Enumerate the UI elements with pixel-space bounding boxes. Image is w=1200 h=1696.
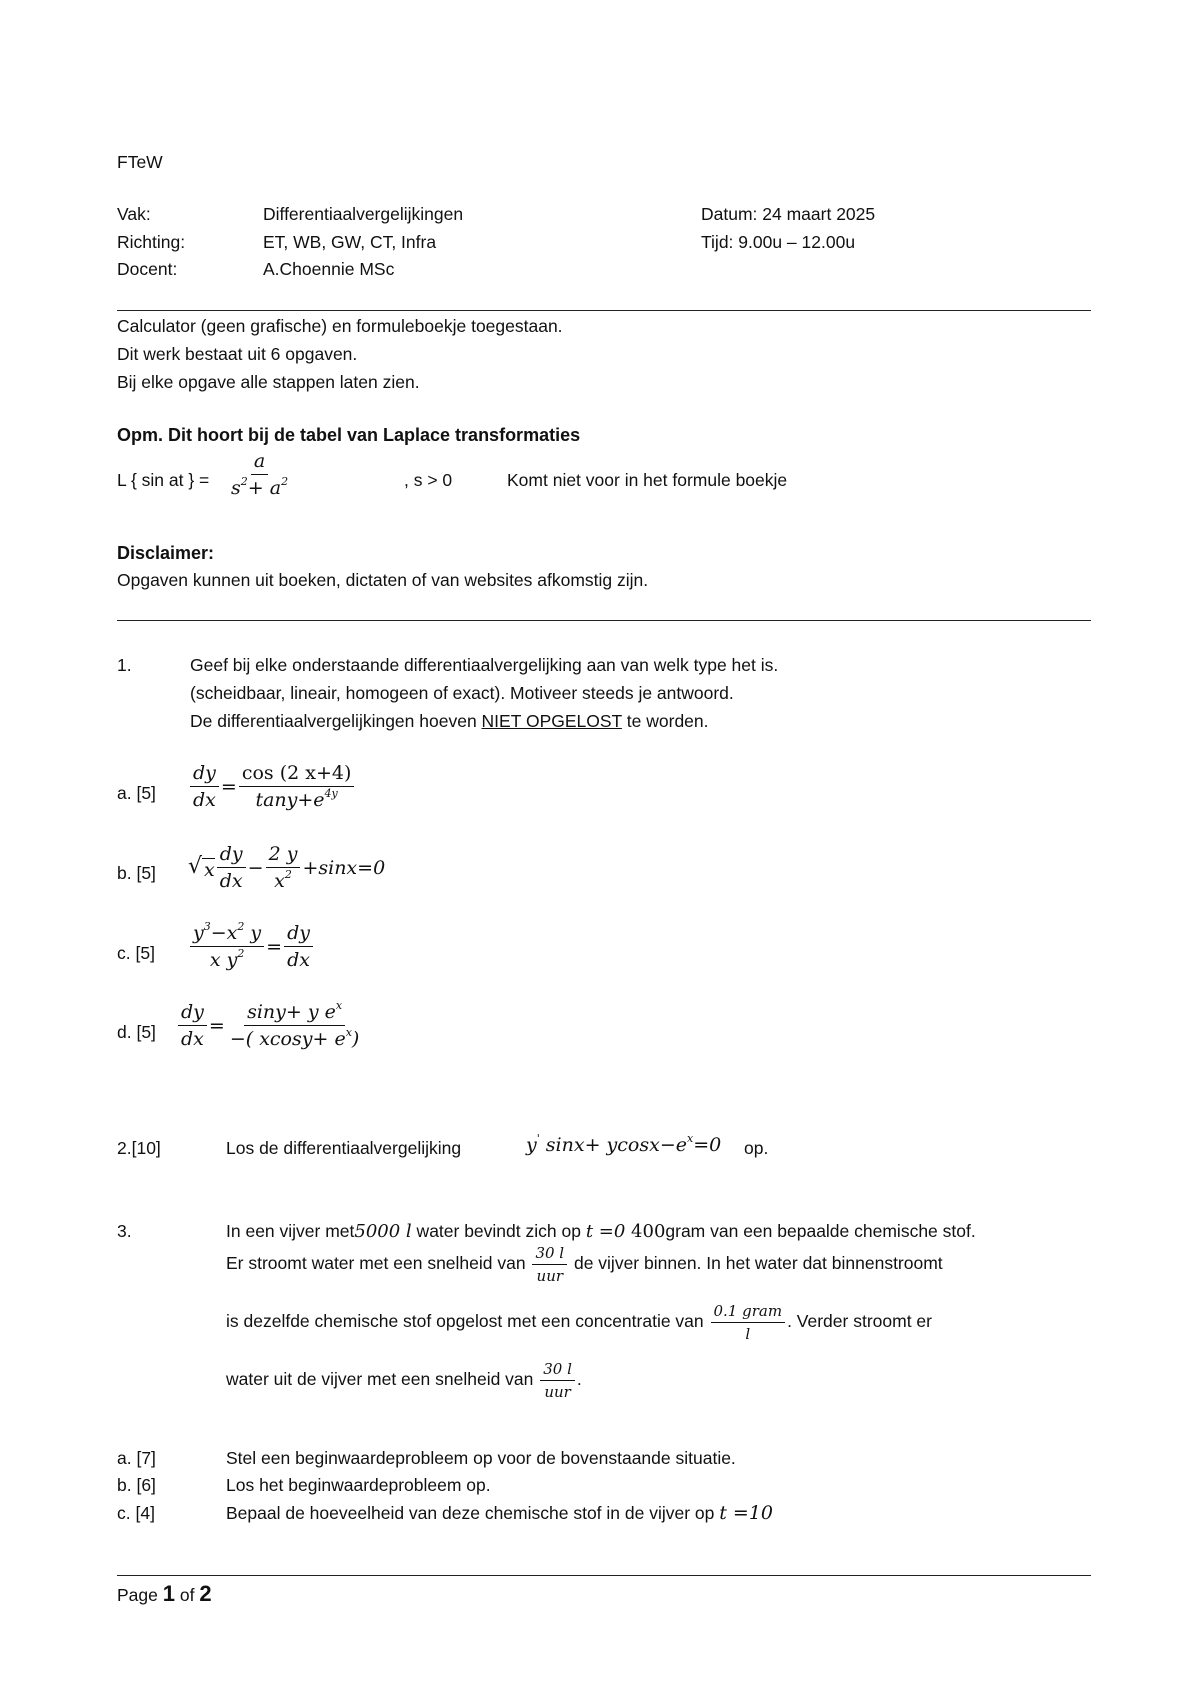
exponent: 2 <box>284 868 292 881</box>
q3-line2 <box>226 1243 943 1286</box>
q1c-equation <box>188 921 315 972</box>
q3a-label: a. [7] <box>117 1448 156 1468</box>
text-part: gram van een bepaalde chemische stof. <box>665 1221 976 1241</box>
divider-middle <box>117 620 1091 621</box>
equation-part: sinx+ ycosx−e <box>539 1134 687 1156</box>
instruction-line: Dit werk bestaat uit 6 opgaven. <box>117 344 358 364</box>
prime-mark: ' <box>536 1132 540 1145</box>
docent-value: A.Choennie MSc <box>263 259 395 279</box>
text-part: Er stroomt water met een snelheid van <box>226 1253 531 1274</box>
q1d-equation <box>176 1000 364 1051</box>
fraction-numerator: 30 l <box>540 1359 575 1381</box>
page-total: 2 <box>199 1581 212 1606</box>
q2-number: 2.[10] <box>117 1138 161 1158</box>
laplace-note: Komt niet voor in het formule boekje <box>507 470 788 490</box>
exponent: x <box>687 1132 694 1145</box>
disclaimer-text: Opgaven kunnen uit boeken, dictaten of van websites afkomstig zijn. <box>117 570 649 590</box>
fraction-numerator: cos (2 x+4) <box>239 761 355 787</box>
q1-line <box>190 710 709 732</box>
richting-value: ET, WB, GW, CT, Infra <box>263 232 437 252</box>
text-part: is dezelfde chemische stof opgelost met een concentratie van <box>226 1311 709 1332</box>
q1a-label: a. [5] <box>117 783 156 803</box>
divider-top <box>117 310 1091 311</box>
text-part: water bevindt zich op <box>411 1221 586 1241</box>
fraction-denominator: dx <box>219 870 243 892</box>
fraction-denominator: x <box>274 870 285 892</box>
disclaimer-heading: Disclaimer: <box>117 543 215 563</box>
fraction-numerator: 30 l <box>532 1243 567 1265</box>
page-number: 1 <box>162 1581 175 1606</box>
q1-not-solved: NIET OPGELOST <box>481 711 622 731</box>
fraction-numerator: y <box>244 922 262 944</box>
of-word: of <box>179 1585 195 1605</box>
q3b-text: Los het beginwaardeprobleem op. <box>226 1475 491 1495</box>
text-part: . Verder stroomt er <box>787 1311 932 1332</box>
vak-value: Differentiaalvergelijkingen <box>263 204 464 224</box>
q2-tail: op. <box>744 1138 769 1158</box>
vak-label: Vak: <box>117 204 151 224</box>
laplace-numerator: a <box>251 449 268 475</box>
math-mass: 400 <box>625 1221 666 1242</box>
exponent: 3 <box>203 920 211 933</box>
q3c-text <box>226 1502 773 1524</box>
fraction-numerator: dy <box>284 921 313 947</box>
q1c-label: c. [5] <box>117 943 155 963</box>
fraction-numerator: siny+ y e <box>247 1001 336 1023</box>
laplace-heading: Opm. Dit hoort bij de tabel van Laplace transformaties <box>117 425 581 445</box>
sqrt-radicand: x <box>204 859 215 881</box>
richting-label: Richting: <box>117 232 186 252</box>
equation-tail: +sinx=0 <box>302 856 386 879</box>
fraction-denominator: l <box>745 1325 751 1343</box>
sqrt-symbol: √ <box>188 854 203 879</box>
fraction-denominator: uur <box>536 1267 564 1285</box>
q1-number: 1. <box>117 655 132 675</box>
q1b-label: b. [5] <box>117 863 156 883</box>
math-time: t =0 <box>585 1221 626 1242</box>
text-part: Bepaal de hoeveelheid van deze chemische stof in de vijver op <box>226 1503 720 1523</box>
page-footer <box>117 1583 212 1606</box>
fraction-denominator: dx <box>193 789 216 811</box>
docent-label: Docent: <box>117 259 178 279</box>
q3c-label: c. [4] <box>117 1503 155 1523</box>
exam-time: Tijd: 9.00u – 12.00u <box>701 232 856 252</box>
equation-part: =0 <box>693 1134 722 1156</box>
exponent: 2 <box>281 475 289 488</box>
text-part: In een vijver met <box>226 1221 355 1241</box>
fraction-denominator: uur <box>544 1383 571 1401</box>
q3-number: 3. <box>117 1221 132 1241</box>
minus-sign: − <box>247 856 264 879</box>
fraction-denominator: dx <box>181 1028 204 1050</box>
q1-line3-post: te worden. <box>621 711 709 731</box>
q1-line: (scheidbaar, lineair, homogeen of exact). Motiveer steeds je antwoord. <box>190 683 734 703</box>
fraction-numerator: −x <box>210 922 238 944</box>
laplace-den-s: s <box>231 477 241 499</box>
fraction-numerator: y <box>193 922 204 944</box>
q3b-label: b. [6] <box>117 1475 156 1495</box>
math-time: t =10 <box>719 1502 774 1524</box>
equation-part: y <box>526 1134 537 1156</box>
q3-line1 <box>226 1220 976 1243</box>
text-part: de vijver binnen. In het water dat binnenstroomt <box>569 1253 943 1274</box>
divider-footer <box>117 1575 1091 1576</box>
exponent: 2 <box>237 947 245 960</box>
laplace-den-a: a <box>269 477 282 499</box>
laplace-lhs: L { sin at } = <box>117 470 210 490</box>
q1-line: Geef bij elke onderstaande differentiaalvergelijking aan van welk type het is. <box>190 655 779 675</box>
q2-text: Los de differentiaalvergelijking <box>226 1138 462 1158</box>
math-volume: 5000 l <box>354 1221 412 1242</box>
exponent: 2 <box>237 920 245 933</box>
exponent: x <box>335 999 343 1012</box>
fraction-denominator: tany+e <box>255 789 325 811</box>
q1d-label: d. [5] <box>117 1022 156 1042</box>
q2-equation <box>526 1134 721 1156</box>
school-name: FTeW <box>117 152 163 172</box>
fraction-numerator: dy <box>217 842 246 868</box>
exponent: 2 <box>240 475 248 488</box>
q3-line4 <box>226 1359 582 1402</box>
page-word: Page <box>117 1585 158 1605</box>
fraction-numerator: 2 y <box>266 842 301 868</box>
plus-sign: + <box>247 477 264 499</box>
equals-sign: = <box>220 775 237 798</box>
fraction-numerator: dy <box>178 1000 207 1026</box>
q1b-equation <box>188 842 385 893</box>
fraction-denominator: x y <box>209 949 238 971</box>
equals-sign: = <box>208 1014 225 1037</box>
fraction-denominator: −( xcosy+ e <box>229 1028 346 1050</box>
fraction-numerator: 0.1 gram <box>711 1301 786 1323</box>
fraction-numerator: dy <box>190 761 219 787</box>
q3-line3 <box>226 1301 932 1344</box>
q3a-text: Stel een beginwaardeprobleem op voor de bovenstaande situatie. <box>226 1448 736 1468</box>
exponent: x <box>345 1026 352 1039</box>
text-part: . <box>576 1369 582 1390</box>
fraction-denominator: ) <box>351 1028 360 1050</box>
laplace-condition: , s > 0 <box>404 470 453 490</box>
exponent: 4y <box>324 787 338 800</box>
equals-sign: = <box>266 935 283 958</box>
instruction-line: Calculator (geen grafische) en formuleboekje toegestaan. <box>117 316 563 336</box>
fraction-denominator: dx <box>287 949 310 971</box>
laplace-fraction <box>226 449 293 500</box>
q1a-equation <box>188 761 356 812</box>
exam-date: Datum: 24 maart 2025 <box>701 204 876 224</box>
instruction-line: Bij elke opgave alle stappen laten zien. <box>117 372 420 392</box>
text-part: water uit de vijver met een snelheid van <box>226 1369 539 1390</box>
q1-line3-pre: De differentiaalvergelijkingen hoeven <box>190 711 482 731</box>
